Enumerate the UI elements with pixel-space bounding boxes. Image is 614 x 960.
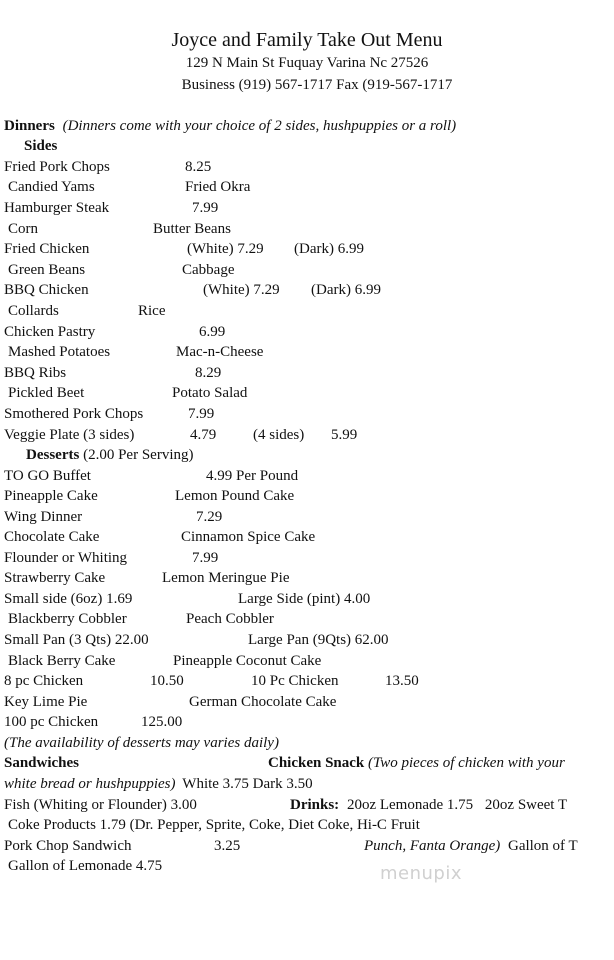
drink-punch-fanta: Punch, Fanta Orange): [364, 838, 501, 854]
price-100-pc-chicken: 125.00: [141, 714, 183, 730]
dessert-blackberry-cobbler: Blackberry Cobbler: [8, 611, 127, 627]
menu-item-8-pc-chicken: 8 pc Chicken: [4, 673, 84, 689]
drinks-heading: Drinks:: [290, 797, 340, 813]
price-hamburger-steak: 7.99: [192, 200, 219, 216]
menu-item-smothered-pork-chops: Smothered Pork Chops: [4, 406, 144, 422]
dinners-heading: Dinners: [4, 118, 55, 134]
drink-gallon-of-tea: Gallon of T: [507, 838, 578, 854]
price-veggie-plate-3: 4.79: [190, 427, 217, 443]
price-fried-chicken-white: (White) 7.29: [187, 241, 264, 257]
side-corn: Corn: [8, 221, 38, 237]
dessert-black-berry-cake: Black Berry Cake: [8, 653, 116, 669]
menu-item-pork-chop-sandwich: Pork Chop Sandwich: [4, 838, 132, 854]
menu-title: Joyce and Family Take Out Menu: [171, 29, 443, 51]
menu-item-chicken-pastry: Chicken Pastry: [4, 324, 96, 340]
dessert-key-lime-pie: Key Lime Pie: [4, 694, 88, 710]
side-rice: Rice: [138, 303, 166, 319]
side-green-beans: Green Beans: [8, 262, 86, 278]
dessert-peach-cobbler: Peach Cobbler: [186, 611, 274, 627]
side-cabbage: Cabbage: [182, 262, 235, 278]
drinks-line-1: [290, 796, 567, 815]
chicken-snack-heading: Chicken Snack: [268, 755, 365, 771]
price-fried-pork-chops: 8.25: [185, 159, 212, 175]
drink-gallon-lemonade: Gallon of Lemonade 4.75: [8, 858, 163, 874]
side-mac-n-cheese: Mac-n-Cheese: [176, 344, 264, 360]
chicken-snack-note-2: white bread or hushpuppies): [4, 776, 176, 792]
side-pickled-beet: Pickled Beet: [8, 385, 85, 401]
price-to-go-buffet: 4.99 Per Pound: [206, 468, 299, 484]
price-bbq-chicken-white: (White) 7.29: [203, 282, 280, 298]
chicken-snack-prices: White 3.75 Dark 3.50: [182, 776, 313, 792]
dessert-cinnamon-spice-cake: Cinnamon Spice Cake: [181, 529, 316, 545]
restaurant-phones: Business (919) 567-1717 Fax (919-567-1717: [181, 77, 453, 93]
sandwiches-heading: Sandwiches: [4, 755, 80, 771]
menu-item-hamburger-steak: Hamburger Steak: [4, 200, 110, 216]
desserts-heading: Desserts: [26, 447, 80, 463]
chicken-snack-line-2: [4, 775, 313, 794]
price-chicken-pastry: 6.99: [199, 324, 226, 340]
menu-item-small-side: Small side (6oz) 1.69: [4, 591, 133, 607]
price-smothered-pork-chops: 7.99: [188, 406, 215, 422]
menu-item-10-pc-chicken: 10 Pc Chicken: [251, 673, 339, 689]
dessert-lemon-pound-cake: Lemon Pound Cake: [175, 488, 295, 504]
desserts-heading-note: (2.00 Per Serving): [83, 447, 194, 463]
side-candied-yams: Candied Yams: [8, 179, 95, 195]
side-butter-beans: Butter Beans: [153, 221, 231, 237]
menu-item-flounder-or-whiting: Flounder or Whiting: [4, 550, 128, 566]
price-flounder-or-whiting: 7.99: [192, 550, 219, 566]
menu-item-fried-pork-chops: Fried Pork Chops: [4, 159, 110, 175]
drink-20oz-sweet-tea: 20oz Sweet T: [484, 797, 568, 813]
side-potato-salad: Potato Salad: [172, 385, 248, 401]
menu-item-fish: Fish (Whiting or Flounder) 3.00: [4, 797, 197, 813]
desserts-heading-line: [26, 446, 193, 465]
drinks-line-3: [364, 837, 578, 856]
drink-coke-products: Coke Products 1.79 (Dr. Pepper, Sprite, Coke, Diet Coke, Hi-C Fruit: [8, 817, 420, 833]
dessert-german-chocolate-cake: German Chocolate Cake: [189, 694, 337, 710]
side-mashed-potatoes: Mashed Potatoes: [8, 344, 111, 360]
dessert-lemon-meringue-pie: Lemon Meringue Pie: [162, 570, 290, 586]
drink-20oz-lemonade: 20oz Lemonade 1.75: [346, 797, 474, 813]
menu-item-veggie-plate-3: Veggie Plate (3 sides): [4, 427, 135, 443]
menu-item-veggie-plate-4: (4 sides): [253, 427, 305, 443]
price-fried-chicken-dark: (Dark) 6.99: [294, 241, 364, 257]
dessert-chocolate-cake: Chocolate Cake: [4, 529, 100, 545]
menu-item-100-pc-chicken: 100 pc Chicken: [4, 714, 99, 730]
price-wing-dinner: 7.29: [196, 509, 223, 525]
menu-item-to-go-buffet: TO GO Buffet: [4, 468, 91, 484]
menu-item-fried-chicken: Fried Chicken: [4, 241, 90, 257]
side-fried-okra: Fried Okra: [185, 179, 251, 195]
menu-item-small-pan: Small Pan (3 Qts) 22.00: [4, 632, 149, 648]
dessert-strawberry-cake: Strawberry Cake: [4, 570, 106, 586]
menu-item-large-pan: Large Pan (9Qts) 62.00: [248, 632, 389, 648]
price-bbq-chicken-dark: (Dark) 6.99: [311, 282, 381, 298]
chicken-snack-heading-line: [268, 754, 565, 773]
menu-item-large-side: Large Side (pint) 4.00: [238, 591, 371, 607]
menu-item-bbq-ribs: BBQ Ribs: [4, 365, 67, 381]
dinners-heading-line: [4, 117, 456, 136]
price-bbq-ribs: 8.29: [195, 365, 222, 381]
dessert-pineapple-cake: Pineapple Cake: [4, 488, 98, 504]
dessert-pineapple-coconut-cake: Pineapple Coconut Cake: [173, 653, 322, 669]
menupix-watermark: menupix: [380, 863, 463, 884]
price-veggie-plate-4: 5.99: [331, 427, 358, 443]
price-10-pc-chicken: 13.50: [385, 673, 419, 689]
side-collards: Collards: [8, 303, 59, 319]
menu-item-bbq-chicken: BBQ Chicken: [4, 282, 89, 298]
price-8-pc-chicken: 10.50: [150, 673, 184, 689]
desserts-availability-note: (The availability of desserts may varies daily): [4, 735, 279, 751]
price-pork-chop-sandwich: 3.25: [214, 838, 241, 854]
sides-heading: Sides: [24, 138, 58, 154]
chicken-snack-note-1: (Two pieces of chicken with your: [368, 755, 565, 771]
restaurant-address: 129 N Main St Fuquay Varina Nc 27526: [185, 55, 429, 71]
dinners-note: (Dinners come with your choice of 2 sides, hushpuppies or a roll): [62, 118, 457, 134]
menu-item-wing-dinner: Wing Dinner: [4, 509, 83, 525]
